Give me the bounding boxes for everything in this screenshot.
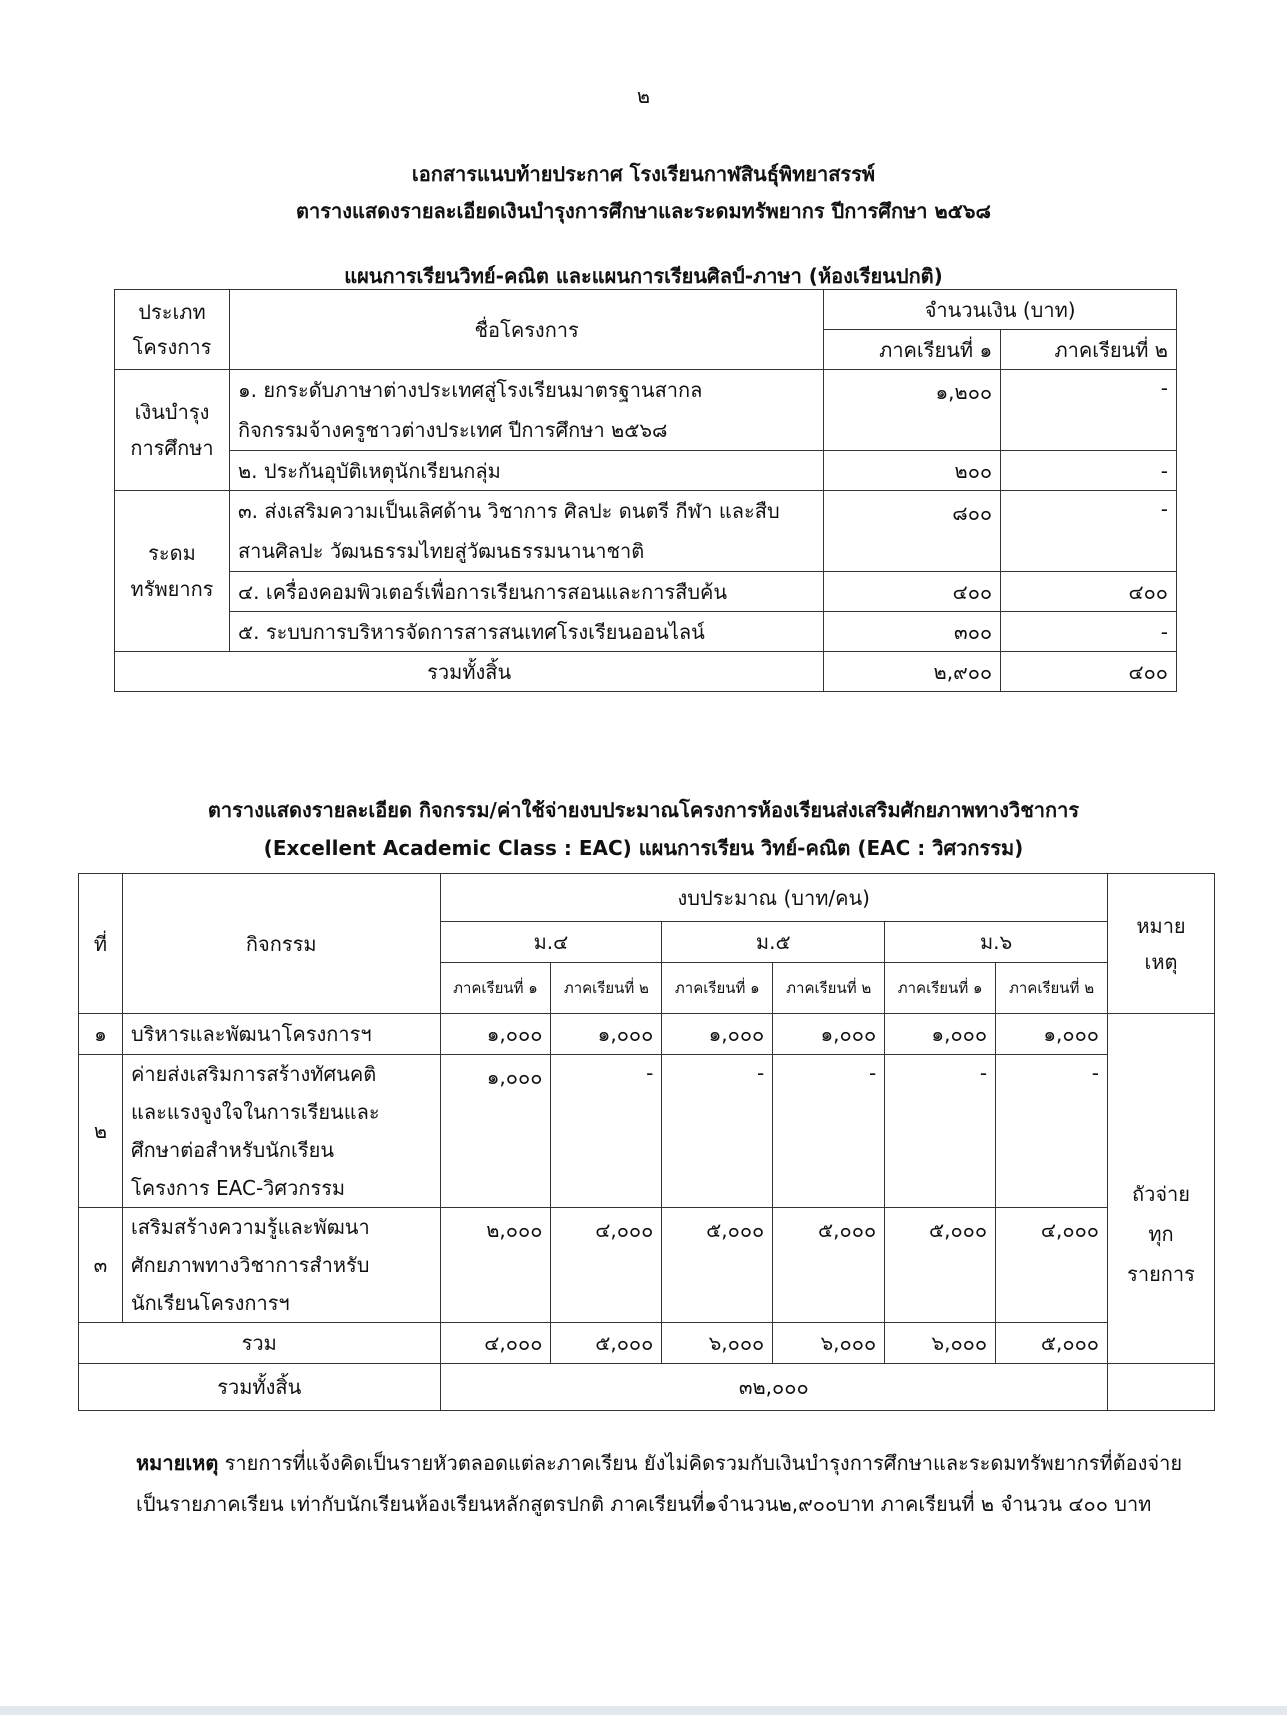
total-semester-2: ๔๐๐ — [1001, 652, 1177, 692]
document-title: เอกสารแนบท้ายประกาศ โรงเรียนกาฬสินธุ์พิทยาสรรพ์ — [411, 162, 876, 186]
table-cell: ๔๐๐ — [1001, 572, 1177, 612]
header-m5: ม.๕ — [662, 922, 885, 963]
budget-cell: ๑,๐๐๐ — [440, 1055, 551, 1208]
budget-cell: ๔,๐๐๐ — [551, 1208, 662, 1323]
footnote-label: หมายเหตุ — [136, 1451, 219, 1475]
header-amount: จำนวนเงิน (บาท) — [824, 290, 1177, 330]
header-sem: ภาคเรียนที่ ๑ — [885, 963, 996, 1014]
header-m6: ม.๖ — [885, 922, 1108, 963]
budget-cell: ๕,๐๐๐ — [885, 1208, 996, 1323]
sum-cell: ๔,๐๐๐ — [440, 1323, 551, 1364]
table-row: ๑. ยกระดับภาษาต่างประเทศสู่โรงเรียนมาตรฐานสากล กิจกรรมจ้างครูชาวต่างประเทศ ปีการศึกษา ๒๕๖๘ — [229, 370, 823, 451]
bottom-bar — [0, 1706, 1287, 1715]
header-m4: ม.๔ — [440, 922, 662, 963]
fee-table — [114, 289, 1177, 692]
header-project-type: ประเภท โครงการ — [115, 290, 230, 370]
table-cell: - — [1001, 370, 1177, 451]
sum-label: รวม — [79, 1323, 441, 1364]
budget-cell: - — [996, 1055, 1108, 1208]
header-budget: งบประมาณ (บาท/คน) — [440, 874, 1108, 922]
sum-cell: ๖,๐๐๐ — [885, 1323, 996, 1364]
sum-cell: ๖,๐๐๐ — [773, 1323, 885, 1364]
table-cell: ๘๐๐ — [824, 491, 1001, 572]
budget-cell: ๔,๐๐๐ — [996, 1208, 1108, 1323]
header-semester-1: ภาคเรียนที่ ๑ — [824, 330, 1001, 370]
table-row: ๔. เครื่องคอมพิวเตอร์เพื่อการเรียนการสอนและการสืบค้น — [229, 572, 823, 612]
budget-cell: ๑,๐๐๐ — [885, 1014, 996, 1055]
total-label: รวมทั้งสิ้น — [115, 652, 824, 692]
remark-cell: ถัวจ่าย ทุก รายการ — [1108, 1014, 1215, 1364]
sum-cell: ๕,๐๐๐ — [996, 1323, 1108, 1364]
group-education-fee: เงินบำรุง การศึกษา — [115, 370, 230, 491]
header-sem: ภาคเรียนที่ ๑ — [440, 963, 551, 1014]
table-row: ๓. ส่งเสริมความเป็นเลิศด้าน วิชาการ ศิลปะ ดนตรี กีฬา และสืบ สานศิลปะ วัฒนธรรมไทยสู่วัฒนธรรมนานาชาติ — [229, 491, 823, 572]
table-cell: ๒๐๐ — [824, 451, 1001, 491]
budget-cell: - — [885, 1055, 996, 1208]
budget-cell: ๕,๐๐๐ — [773, 1208, 885, 1323]
table-cell: - — [1001, 612, 1177, 652]
budget-cell: ๑,๐๐๐ — [551, 1014, 662, 1055]
budget-cell: - — [773, 1055, 885, 1208]
grand-total-label: รวมทั้งสิ้น — [79, 1364, 441, 1411]
total-semester-1: ๒,๙๐๐ — [824, 652, 1001, 692]
table2-title: ตารางแสดงรายละเอียด กิจกรรม/ค่าใช้จ่ายงบประมาณโครงการห้องเรียนส่งเสริมศักยภาพทางวิชาการ — [207, 798, 1080, 822]
header-remark: หมาย เหตุ — [1108, 874, 1215, 1014]
header-sem: ภาคเรียนที่ ๒ — [773, 963, 885, 1014]
table-cell: ๑,๒๐๐ — [824, 370, 1001, 451]
header-sem: ภาคเรียนที่ ๒ — [551, 963, 662, 1014]
row-number: ๓ — [79, 1208, 123, 1323]
budget-cell: ๑,๐๐๐ — [662, 1014, 773, 1055]
grand-total-value: ๓๒,๐๐๐ — [440, 1364, 1108, 1411]
table-cell: ๔๐๐ — [824, 572, 1001, 612]
footnote-text: รายการที่แจ้งคิดเป็นรายหัวตลอดแต่ละภาคเรียน ยังไม่คิดรวมกับเงินบำรุงการศึกษาและระดมทรัพยากรที่ต้องจ่ายเป็นรายภาคเรียน เท่ากับนักเรียนห้องเรียนหลักสูตรปกติ ภาคเรียนที่๑จำนวน๒,๙๐๐บาท ภาคเรียนที่ ๒ จำนวน ๔๐๐ บาท — [136, 1451, 1183, 1516]
empty-cell — [1108, 1364, 1215, 1411]
footnote — [136, 1443, 1206, 1525]
table-cell: ๓๐๐ — [824, 612, 1001, 652]
table1-caption: แผนการเรียนวิทย์-คณิต และแผนการเรียนศิลป์-ภาษา (ห้องเรียนปกติ) — [344, 264, 943, 288]
page-number: ๒ — [636, 84, 651, 108]
group-resource-mobilization: ระดม ทรัพยากร — [115, 491, 230, 652]
budget-cell: - — [662, 1055, 773, 1208]
header-activity: กิจกรรม — [122, 874, 440, 1014]
row-number: ๑ — [79, 1014, 123, 1055]
activity-name: เสริมสร้างความรู้และพัฒนา ศักยภาพทางวิชาการสำหรับ นักเรียนโครงการฯ — [122, 1208, 440, 1323]
budget-cell: ๑,๐๐๐ — [440, 1014, 551, 1055]
eac-budget-table — [78, 873, 1215, 1411]
table-cell: - — [1001, 491, 1177, 572]
budget-cell: ๑,๐๐๐ — [773, 1014, 885, 1055]
header-project-name: ชื่อโครงการ — [229, 290, 823, 370]
header-sem: ภาคเรียนที่ ๒ — [996, 963, 1108, 1014]
budget-cell: ๕,๐๐๐ — [662, 1208, 773, 1323]
table-row: ๒. ประกันอุบัติเหตุนักเรียนกลุ่ม — [229, 451, 823, 491]
header-semester-2: ภาคเรียนที่ ๒ — [1001, 330, 1177, 370]
sum-cell: ๕,๐๐๐ — [551, 1323, 662, 1364]
table2-subtitle: (Excellent Academic Class : EAC) แผนการเรียน วิทย์-คณิต (EAC : วิศวกรรม) — [263, 836, 1024, 860]
row-number: ๒ — [79, 1055, 123, 1208]
header-no: ที่ — [79, 874, 123, 1014]
table-cell: - — [1001, 451, 1177, 491]
table-row: ๕. ระบบการบริหารจัดการสารสนเทศโรงเรียนออนไลน์ — [229, 612, 823, 652]
sum-cell: ๖,๐๐๐ — [662, 1323, 773, 1364]
budget-cell: ๑,๐๐๐ — [996, 1014, 1108, 1055]
budget-cell: - — [551, 1055, 662, 1208]
header-sem: ภาคเรียนที่ ๑ — [662, 963, 773, 1014]
activity-name: ค่ายส่งเสริมการสร้างทัศนคติ และแรงจูงใจในการเรียนและ ศึกษาต่อสำหรับนักเรียน โครงการ EAC-วิศวกรรม — [122, 1055, 440, 1208]
activity-name: บริหารและพัฒนาโครงการฯ — [122, 1014, 440, 1055]
budget-cell: ๒,๐๐๐ — [440, 1208, 551, 1323]
document-subtitle: ตารางแสดงรายละเอียดเงินบำรุงการศึกษาและระดมทรัพยากร ปีการศึกษา ๒๕๖๘ — [296, 199, 991, 223]
